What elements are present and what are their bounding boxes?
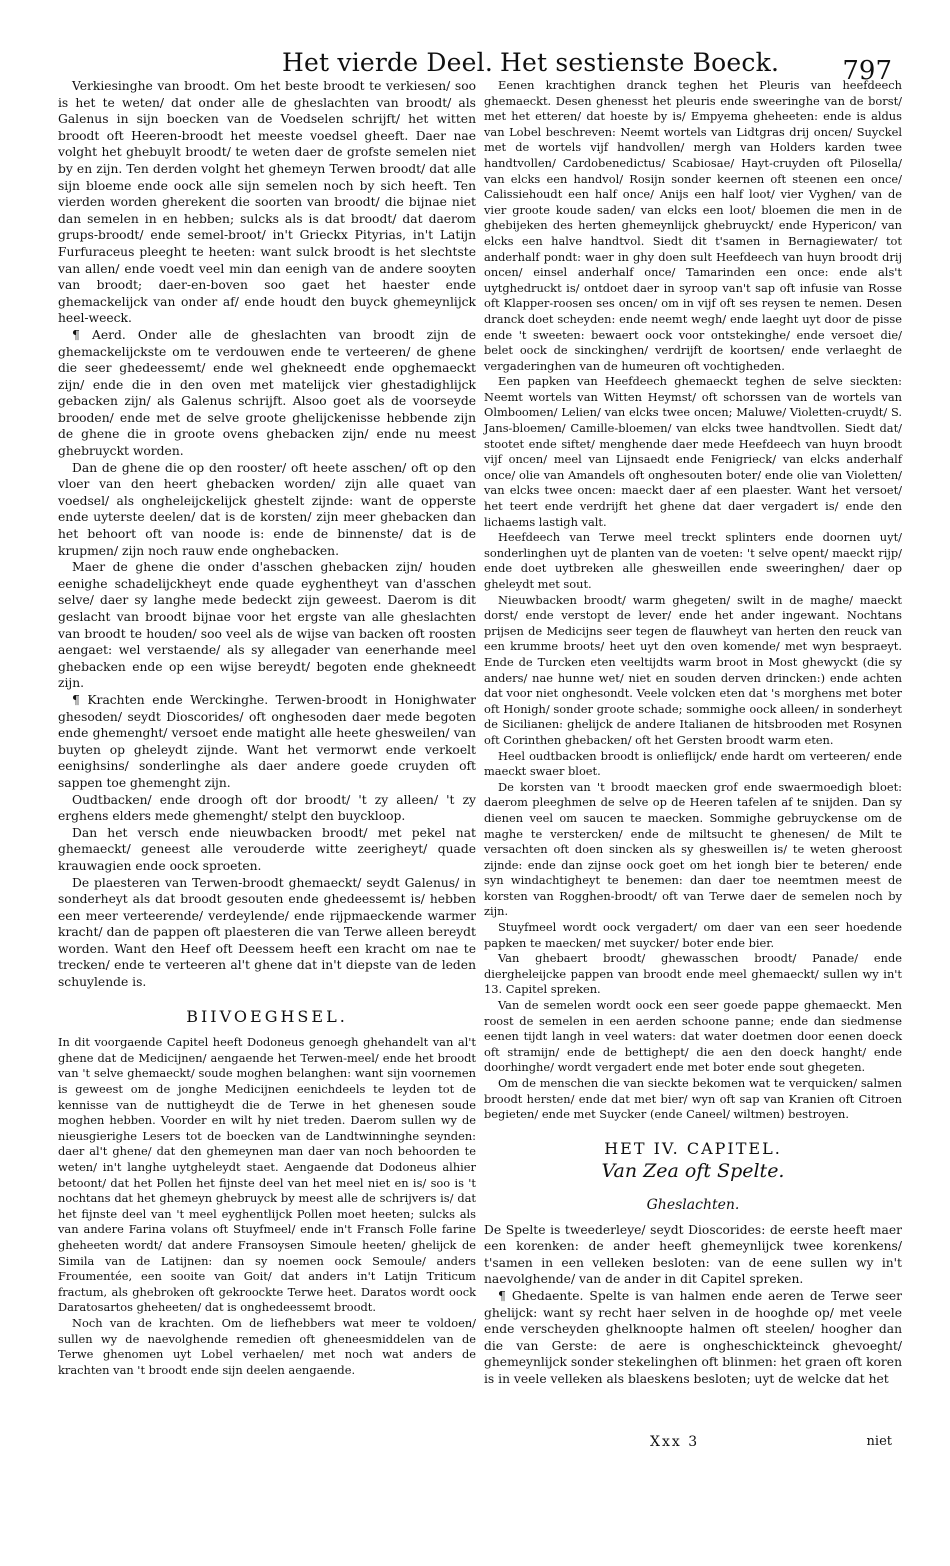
- paragraph: Stuyfmeel wordt oock vergadert/ om daer van een seer hoedende papken te maecken/ met suycker/ boter ende bier.: [484, 920, 902, 950]
- paragraph: Verkiesinghe van broodt. Om het beste broodt te verkiesen/ soo is het te weten/ dat onder alle de gheslachten van broodt/ als Galenus in sijn boecken van de Voedselen schrijft/ het witten broodt oft Heeren-broodt het meeste voedsel gheeft. Daer nae volght het ghebuylt broodt/ te weten daer de grofste semelen niet by en zijn. Ten derden volght het ghemeyn Terwen broodt/ dat alle sijn bloeme ende oock alle sijn semelen noch by sich heeft. Ten vierden worden gherekent die soorten van broodt/ die bijnae niet dan semelen in en hebben; sulcks als is dat broodt/ dat daerom grups-broodt/ ende semel-broot/ in't Grieckx Pityrias, in't Latijn Furfuraceus pleeght te heeten: want sulck broodt is het slechtste van allen/ ende voedt veel min dan eenigh van de andere sooyten van broodt; daer-en-boven soo gaet het haester ende ghemackelijck van onder af/ ende houdt den buyck ghemeynlijck heel-weeck.: [58, 79, 476, 326]
- paragraph: Nieuwbacken broodt/ warm ghegeten/ swilt in de maghe/ maeckt dorst/ ende verstopt de lever/ ende het ander ingewant. Nochtans prijsen de Medicijns seer tegen de flauwheyt van herten den reuck van een krumme broots/ heet uyt den oven komende/ met wyn bespraeyt. Ende de Turcken eten veeltijdts warm broot in Most ghewyckt (die sy anders/ nae hunne wet/ niet en souden derven drincken:) ende achten dat voor niet onghesondt. Veele volcken eten dat 's morghens met boter oft Honigh/ sonder groote schade; sommighe oock alleen/ in sonderheyt de Sicilianen: ghelijck de andere Italianen de hitsbrooden met Rosynen oft Corinthen ghebacken/ oft het Gersten broodt warm eten.: [484, 592, 902, 747]
- paragraph: ¶ Aerd. Onder alle de gheslachten van broodt zijn de ghemackelijckste om te verdouwen ende te verteeren/ de ghene die seer ghedeessemt/ ende wel ghekneedt ende opghemaeckt zijn/ ende die in den oven met matelijck vier ghestadighlijck gebacken zijn/ als Galenus schrijft. Alsoo goet als de voorseyde brooden/ ende met de selve groote ghelijckenisse hebbende zijn de ghene die in groote ovens ghebacken zijn/ ende nu meest ghebruyckt worden.: [58, 327, 476, 459]
- paragraph: Eenen krachtighen dranck teghen het Pleuris van heefdeech ghemaeckt. Desen ghenesst het pleuris ende sweeringhe van de borst/ met het etteren/ dat hoeste by is/ Empyema gheheeten: ende is aldus van Lobel beschreven: Neemt wortels van Lidtgras drij oncen/ Suyckel met de wortels vijf handvollen/ mergh van Holders karden twee handtvollen/ Cardobenedictus/ Scabiosae/ Hayt-cruyden oft Pilosella/ van elcks een handvol/ Rosijn sonder keernen oft steenen een once/ Calissiehoudt een half once/ Anijs een half loot/ vier Vyghen/ van de vier groote koude saden/ van elcks een loot/ bloemen die men in de ghebijeken des herten ghemeynlijck ghebruyckt/ ende Hypericon/ van elcks een halve handtvol. Siedt dit t'samen in Bernagiewater/ tot anderhalf pondt: waer in ghy doen sult Heefdeech van huyn broodt drij oncen/ einsel anderhalf once/ Tamarinden een once: ende als't uytghedruckt is/ ontdoet daer in syroop van't sap oft infusie van Rosse oft Klapper-roosen ses oncen/ om in vijf oft ses reysen te nemen. Desen dranck doet scheyden: ende neemt wegh/ ende laeght uyt door de pisse ende 't sweeten: bewaert oock voor ontstekinghe/ ende versoet die/ belet oock de sinckinghen/ verdrijft de koortsen/ ende verlaeght de vergaderinghen van de humeuren oft vochtigheden.: [484, 78, 902, 373]
- page-number: 797: [842, 56, 892, 86]
- paragraph: ¶ Ghedaente. Spelte is van halmen ende aeren de Terwe seer ghelijck: want sy recht haer selven in de hooghde op/ met veele ende verscheyden ghelknoopte halmen oft steelen/ hoogher dan die van Gerste: de aere is ongheschickteinck ghevoeght/ ghemeynlijck sonder stekelinghen oft blinmen: het graen oft koren is in veele velleken als blaeskens besloten; uyt de welcke dat het: [484, 1288, 902, 1386]
- paragraph: Om de menschen die van sieckte bekomen wat te verquicken/ salmen broodt hersten/ ende dat met bier/ wyn oft sap van Kranien oft Citroen begieten/ ende met Suycker (ende Caneel/ wiltmen) bestroyen.: [484, 1076, 902, 1122]
- subheading: Gheslachten.: [646, 1196, 740, 1213]
- chapter-title: HET IV. CAPITEL.: [604, 1138, 782, 1158]
- paragraph: Heel oudtbacken broodt is onlieflijck/ ende hardt om verteeren/ ende maeckt swaer bloet.: [484, 748, 902, 779]
- paragraph: Dan het versch ende nieuwbacken broodt/ met pekel nat ghemaeckt/ geneest alle verouderde witte zeerigheyt/ quade krauwagien ende oock sproeten.: [58, 825, 476, 873]
- paragraph: Dan de ghene die op den rooster/ oft heete asschen/ oft op den vloer van den heert ghebacken worden/ zijn alle quaet van voedsel/ als ongheleijckelijck ghestelt zijnde: want de opperste ende uyterste deelen/ dat is de korsten/ zijn meer ghebacken dan het behoort oft van noode is: ende de binnenste/ dat is de krupmen/ zijn noch rauw ende onghebacken.: [58, 460, 476, 558]
- paragraph: Van de semelen wordt oock een seer goede pappe ghemaeckt. Men roost de semelen in een aerden schoone panne; ende dan siedmense eenen tijdt langh in veel waters: dat water doetmen door eenen doeck oft stramijn/ ende de bettighept/ die aen den doeck hanght/ ende doorhinghe/ wordt vergadert ende met boter ende sout ghegeten.: [484, 998, 902, 1075]
- running-header-left: Het vierde Deel.: [282, 48, 493, 77]
- catchword: niet: [866, 1434, 892, 1449]
- paragraph: De korsten van 't broodt maecken grof ende swaermoedigh bloet: daerom pleeghmen de selve op de Heeren tafelen af te snijden. Dan sy dienen veel om saucen te maecken. Sommighe gebruyckense om de maghe te verstercken/ ende de miltsucht te ghenesen/ de Milt te versachten oft doen sincken als sy ghesweillen is/ te weten gheroost zijnde: ende dan zijnse oock goet om het iongh bier te beteren/ ende syn windachtigheyt te benemen: dan daer toe neemtmen meest de korsten van Rogghen-broodt/ oft van Terwe daer de semelen noch by zijn.: [484, 779, 902, 919]
- paragraph: De Spelte is tweederleye/ seydt Dioscorides: de eerste heeft maer een korenken: de ander heeft ghemeynlijck twee korenkens/ t'samen in een velleken besloten: van de eene sullen wy in't naevolghende/ van de ander in dit Capitel spreken.: [484, 1222, 902, 1287]
- running-header-right: Het sestienste Boeck.: [500, 48, 780, 77]
- paragraph: Oudtbacken/ ende droogh oft dor broodt/ 't zy alleen/ 't zy erghens elders mede ghemenght/ stelpt den buyckloop.: [58, 792, 476, 824]
- paragraph: In dit voorgaende Capitel heeft Dodoneus genoegh ghehandelt van al't ghene dat de Medicijnen/ aengaende het Terwen-meel/ ende het broodt van 't selve ghemaeckt/ soude moghen belanghen: want sijn voornemen is geweest om de jonghe Medicijnen eenichdeels te leyden tot de kennisse van de nuttigheydt die de Terwe in het ghenesen soude moghen hebben. Voorder en wilt hy niet treden. Daerom sullen wy de nieusgierighe Lesers tot de boecken van de Landtwinninghe seynden: daer al't ghene/ dat den ghemeynen man daer van noch behoorden te weten/ in't langhe uytgheleydt staet. Aengaende dat Dodoneus alhier betoont/ dat het Pollen het fijnste deel van het meel niet en is/ soo is 't nochtans dat het ghemeyn ghebruyck by meest alle de schrijvers is/ dat het fijnste deel van 't meel eyghentlijck Pollen moet heeten; sulcks als van andere Farina volans oft Stuyfmeel/ ende in't Fransch Folle farine gheheeten wordt/ dat andere Fransoysen Simoule heeten/ ghelijck de Simila van de Latijnen: dan sy noemen oock Semoule/ anders Froumentée, een sooite van Goit/ dat anders in't Latijn Triticum fractum, als ghebroken oft gekroockte Terwe heet. Daratos wordt oock Daratosartos gheheeten/ dat is onghedeessemt broodt.: [58, 1035, 476, 1315]
- paragraph: Maer de ghene die onder d'asschen ghebacken zijn/ houden eenighe schadelijckheyt ende quade eyghentheyt van d'asschen selve/ daer sy langhe mede bedeckt zijn geweest. Daerom is dit geslacht van broodt bijnae voor het ergste van alle gheslachten van broodt te houden/ soo veel als de wijse van backen oft roosten aengaet: wel verstaende/ als sy allegader van eenerhande meel ghebacken ende op een wijse bereydt/ begoten ende ghekneedt zijn.: [58, 560, 476, 691]
- signature-mark: Xxx 3: [650, 1434, 700, 1450]
- left-column: [58, 78, 476, 1378]
- right-column: [484, 78, 902, 1388]
- paragraph: De plaesteren van Terwen-broodt ghemaeckt/ seydt Galenus/ in sonderheyt als dat broodt gesouten ende ghedeessemt is/ hebben een meer verteerende/ verdeylende/ ende rijpmaeckende warmer kracht/ dan de pappen oft plaesteren die van Terwe alleen bereydt worden. Want den Heef oft Deessem heeft een kracht om nae te trecken/ ende te verteeren al't ghene dat in't diepste van de leden schuylende is.: [58, 875, 476, 990]
- paragraph: Heefdeech van Terwe meel treckt splinters ende doornen uyt/ sonderlinghen uyt de planten van de voeten: 't selve opent/ maeckt rijp/ ende doet uytbreken alle ghesweillen ende sweeringhen/ daer op gheleydt met sout.: [484, 530, 902, 591]
- paragraph: Noch van de krachten. Om de liefhebbers wat meer te voldoen/ sullen wy de naevolghende remedien oft gheneesmiddelen van de Terwe ghenomen uyt Lobel verhaelen/ met noch wat anders de krachten van 't broodt ende sijn deelen aengaende.: [58, 1315, 476, 1377]
- paragraph: Een papken van Heefdeech ghemaeckt teghen de selve sieckten: Neemt wortels van Witten Heymst/ oft schorssen van de wortels van Olmboomen/ Lelien/ van elcks twee oncen; Maluwe/ Violetten-cruydt/ S. Jans-bloemen/ Camille-bloemen/ van elcks twee handtvollen. Siedt dat/ stootet ende siftet/ menghende daer mede Heefdeech van huyn broodt vijf oncen/ meel van Lijnsaedt ende Fenigrieck/ van elcks anderhalf once/ olie van Amandels oft onghesouten boter/ ende olie van Violetten/ van elcks twee oncen: maeckt daer af een plaester. Want het versoet/ het teert ende verdrijft het ghene dat daer vergadert is/ ende den lichaems lastigh valt.: [484, 374, 902, 529]
- paragraph: ¶ Krachten ende Werckinghe. Terwen-broodt in Honighwater ghesoden/ seydt Dioscorides/ oft onghesoden daer mede begoten ende ghemenght/ versoet ende matight alle heete ghesweilen/ van buyten op gheleydt zijnde. Want het vermorwt ende verkoelt eenighsins/ sonderlinghe als daer andere goede cruyden oft sappen toe ghemenght zijn.: [58, 692, 476, 790]
- section-title: BIIVOEGHSEL.: [186, 1006, 348, 1026]
- chapter-subtitle: Van Zea oft Spelte.: [601, 1160, 785, 1183]
- paragraph: Van ghebaert broodt/ ghewasschen broodt/ Panade/ ende diergheleijcke pappen van broodt ende meel ghemaeckt/ sullen wy in't 13. Capitel spreken.: [484, 951, 902, 997]
